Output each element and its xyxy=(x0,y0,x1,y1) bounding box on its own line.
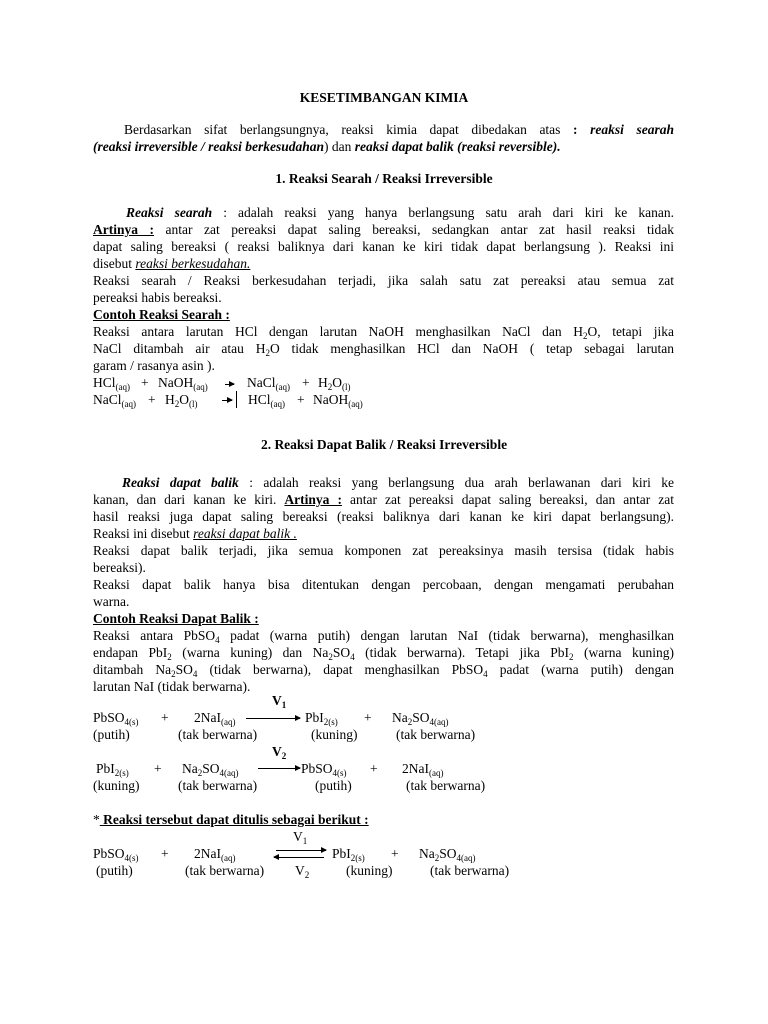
formula: PbSO xyxy=(301,761,333,776)
plus-sign: + xyxy=(148,392,156,407)
formula-group xyxy=(247,374,290,391)
formula: HCl xyxy=(93,375,116,390)
formula: H xyxy=(165,392,175,407)
def-text: hasil reaksi juga dapat saling bereaksi (reaksi baliknya dari kanan ke kiri dapat berlangsung). xyxy=(93,509,674,524)
condition-text: Reaksi searah / Reaksi berkesudahan terjadi, jika salah satu zat pereaksi atau semua zat xyxy=(93,273,674,288)
v1-label-summary xyxy=(293,828,307,845)
condition-text: Reaksi dapat balik terjadi, jika semua komponen zat pereaksinya masih tersisa (tidak habis xyxy=(93,543,674,558)
term-reaksi-berkesudahan: reaksi berkesudahan. xyxy=(135,256,251,271)
formula: O xyxy=(332,375,342,390)
example-text: garam / rasanya asin ). xyxy=(93,358,215,373)
formula-group xyxy=(392,709,449,726)
equation-2 xyxy=(93,391,136,408)
equation-a xyxy=(93,709,139,726)
example-text: NaCl ditambah air atau H xyxy=(93,341,266,356)
def-text: : adalah reaksi yang berlangsung dua arah berlawanan dari kiri ke xyxy=(238,475,674,490)
color-label: (kuning) xyxy=(93,778,140,793)
formula: NaOH xyxy=(158,375,194,390)
example-text: Reaksi antara larutan HCl dengan larutan NaOH menghasilkan NaCl dan H xyxy=(93,324,583,339)
summary-heading-text: Reaksi tersebut dapat ditulis sebagai berikut : xyxy=(99,812,369,827)
formula: PbI xyxy=(96,761,115,776)
def-text: dapat saling bereaksi ( reaksi baliknya dari kanan ke kiri tidak dapat berlangsung ). Reaksi ini xyxy=(93,239,674,254)
example-text: (warna kuning) xyxy=(573,645,674,660)
formula-group xyxy=(305,709,338,726)
term-reaksi-dapat-balik: Reaksi dapat balik xyxy=(122,475,239,490)
section1-heading: 1. Reaksi Searah / Reaksi Irreversible xyxy=(275,171,493,186)
example-text: padat (warna putih) dengan larutan NaI (tidak berwarna), menghasilkan xyxy=(219,628,675,643)
forward-arrow-icon xyxy=(225,384,234,385)
formula: SO xyxy=(412,710,430,725)
example-text: padat (warna putih) dengan xyxy=(487,662,674,677)
color-label: (putih) xyxy=(96,863,133,878)
example-heading-searah: Contoh Reaksi Searah : xyxy=(93,307,230,322)
color-label: (tak berwarna) xyxy=(396,727,476,742)
def-text: Reaksi ini disebut xyxy=(93,526,194,541)
formula: 2NaI xyxy=(194,846,221,861)
v1-label xyxy=(272,692,286,709)
artinya-label: Artinya : xyxy=(284,492,342,507)
subscript: 2 xyxy=(569,652,574,662)
plus-sign: + xyxy=(161,846,169,861)
state: (aq) xyxy=(221,717,236,727)
forward-arrow-icon xyxy=(258,768,300,769)
formula: H xyxy=(318,375,328,390)
intro-term-searah: reaksi searah xyxy=(590,122,674,137)
formula: SO xyxy=(202,761,220,776)
def-text: kanan, dan dari kanan ke kiri. xyxy=(93,492,285,507)
example-text: (tidak berwarna). Tetapi jika PbI xyxy=(354,645,570,660)
formula: NaCl xyxy=(93,392,122,407)
def-text: antar zat pereaksi dapat saling bereaksi, dan antar zat xyxy=(341,492,674,507)
rate-symbol: V xyxy=(272,693,282,708)
term-reaksi-searah: Reaksi searah xyxy=(126,205,213,220)
def-text: disebut xyxy=(93,256,136,271)
example-text: (tidak berwarna), dapat menghasilkan PbSO xyxy=(197,662,484,677)
subscript: 2 xyxy=(265,348,270,358)
formula: NaOH xyxy=(313,392,349,407)
subscript: 4 xyxy=(483,669,488,679)
equation-c xyxy=(93,845,139,862)
example-text: endapan PbI xyxy=(93,645,168,660)
state: (aq) xyxy=(115,382,131,392)
v2-label-summary xyxy=(295,862,309,879)
subscript: 2 xyxy=(582,331,588,341)
section2-heading: 2. Reaksi Dapat Balik / Reaksi Irreversible xyxy=(260,437,508,452)
rate-symbol: V xyxy=(295,863,305,878)
color-label: (tak berwarna) xyxy=(406,778,486,793)
color-label: (kuning) xyxy=(346,863,393,878)
forward-arrow-icon xyxy=(276,850,326,851)
state: (aq) xyxy=(348,399,363,409)
formula-group xyxy=(248,391,285,408)
state: (l) xyxy=(189,399,198,409)
intro-term-reversible: reaksi dapat balik (reaksi reversible). xyxy=(354,139,561,154)
subscript: 2 xyxy=(171,669,176,679)
subscript: 4(s) xyxy=(124,853,139,863)
subscript: 2 xyxy=(327,382,333,392)
formula: PbI xyxy=(305,710,324,725)
v2-label xyxy=(272,743,286,760)
state: (l) xyxy=(342,382,351,392)
section1-definition xyxy=(93,204,674,374)
subscript: 2(s) xyxy=(114,768,129,778)
subscript: 2 xyxy=(434,853,440,863)
reverse-arrow-icon xyxy=(274,857,324,858)
formula-group xyxy=(182,760,239,777)
formula-group xyxy=(332,845,365,862)
condition-text: pereaksi habis bereaksi. xyxy=(93,290,222,305)
color-label: (kuning) xyxy=(311,727,358,742)
state: (aq) xyxy=(429,768,444,778)
example-text: O tidak menghasilkan HCl dan NaOH ( tetap sebagai larutan xyxy=(269,341,674,356)
formula-group xyxy=(194,709,236,726)
formula-group xyxy=(165,391,198,408)
subscript: 2 xyxy=(197,768,203,778)
formula: HCl xyxy=(248,392,271,407)
subscript: 2 xyxy=(281,751,287,761)
example-text: (warna kuning) dan Na xyxy=(171,645,329,660)
formula-group xyxy=(313,391,363,408)
example-heading-dapat-balik: Contoh Reaksi Dapat Balik : xyxy=(93,611,259,626)
subscript: 4 xyxy=(350,652,355,662)
formula-group xyxy=(158,374,208,391)
equation-1 xyxy=(93,374,130,391)
observation-text: warna. xyxy=(93,594,130,609)
subscript: 2 xyxy=(304,870,310,880)
equation-b xyxy=(96,760,129,777)
example-text: ditambah Na xyxy=(93,662,172,677)
intro-paragraph xyxy=(93,121,674,155)
plus-sign: + xyxy=(297,392,305,407)
plus-sign: + xyxy=(364,710,372,725)
subscript: 4 xyxy=(192,669,198,679)
example-text: SO xyxy=(175,662,193,677)
observation-text: Reaksi dapat balik hanya bisa ditentukan dengan percobaan, dengan mengamati perubahan xyxy=(93,577,674,592)
subscript: 1 xyxy=(281,700,287,710)
forward-arrow-icon xyxy=(222,400,232,401)
formula-group xyxy=(194,845,236,862)
example-text: Reaksi antara PbSO xyxy=(93,628,216,643)
forward-arrow-icon xyxy=(246,718,300,719)
plus-sign: + xyxy=(141,375,149,390)
example-text: SO xyxy=(332,645,351,660)
state: (aq) xyxy=(221,853,236,863)
state: (aq) xyxy=(193,382,208,392)
plus-sign: + xyxy=(161,710,169,725)
formula: 2NaI xyxy=(194,710,221,725)
formula: SO xyxy=(439,846,457,861)
subscript: 4 xyxy=(215,635,220,645)
example-text: O, tetapi jika xyxy=(587,324,675,339)
asterisk: * xyxy=(93,812,100,827)
subscript: 2 xyxy=(328,652,333,662)
intro-text-dan: ) dan xyxy=(324,139,355,154)
intro-term-irreversible: (reaksi irreversible / reaksi berkesudahan xyxy=(93,139,324,154)
formula: Na xyxy=(392,710,408,725)
subscript: 4(s) xyxy=(332,768,347,778)
color-label: (tak berwarna) xyxy=(178,727,258,742)
state: (aq) xyxy=(270,399,286,409)
state: (aq) xyxy=(275,382,290,392)
formula: O xyxy=(179,392,189,407)
term-reaksi-dapat-balik-link: reaksi dapat balik . xyxy=(193,526,297,541)
subscript: 2 xyxy=(174,399,180,409)
color-label: (putih) xyxy=(93,727,130,742)
intro-colon: : xyxy=(573,122,591,137)
plus-sign: + xyxy=(391,846,399,861)
subscript: 2 xyxy=(167,652,172,662)
plus-sign: + xyxy=(302,375,310,390)
color-label: (putih) xyxy=(315,778,352,793)
plus-sign: + xyxy=(154,761,162,776)
formula: PbSO xyxy=(93,846,125,861)
formula: Na xyxy=(182,761,198,776)
color-label: (tak berwarna) xyxy=(430,863,510,878)
color-label: (tak berwarna) xyxy=(185,863,265,878)
formula: PbSO xyxy=(93,710,125,725)
subscript: 2 xyxy=(407,717,413,727)
formula-group xyxy=(318,374,351,391)
plus-sign: + xyxy=(370,761,378,776)
def-text: antar zat pereaksi dapat saling bereaksi, sedangkan antar zat hasil reaksi tidak xyxy=(154,222,674,237)
subscript: 4(aq) xyxy=(219,768,239,778)
formula: Na xyxy=(419,846,435,861)
state: (aq) xyxy=(121,399,136,409)
condition-text: bereaksi). xyxy=(93,560,146,575)
formula-group xyxy=(301,760,347,777)
example-text: larutan NaI (tidak berwarna). xyxy=(93,679,251,694)
rate-symbol: V xyxy=(293,829,303,844)
subscript: 2(s) xyxy=(323,717,338,727)
subscript: 1 xyxy=(302,836,308,846)
subscript: 4(aq) xyxy=(456,853,476,863)
color-label: (tak berwarna) xyxy=(178,778,258,793)
barrier-bar-icon xyxy=(236,391,237,408)
formula: PbI xyxy=(332,846,351,861)
section2-definition xyxy=(93,474,674,695)
subscript: 4(s) xyxy=(124,717,139,727)
intro-text: Berdasarkan sifat berlangsungnya, reaksi kimia dapat dibedakan atas xyxy=(124,122,574,137)
formula: NaCl xyxy=(247,375,276,390)
summary-heading xyxy=(93,811,369,828)
subscript: 2(s) xyxy=(350,853,365,863)
artinya-label: Artinya : xyxy=(93,222,154,237)
def-text: : adalah reaksi yang hanya berlangsung satu arah dari kiri ke kanan. xyxy=(212,205,674,220)
rate-symbol: V xyxy=(272,744,282,759)
formula-group xyxy=(402,760,444,777)
page-title: KESETIMBANGAN KIMIA xyxy=(299,90,469,105)
formula-group xyxy=(419,845,476,862)
subscript: 4(aq) xyxy=(429,717,449,727)
formula: 2NaI xyxy=(402,761,429,776)
